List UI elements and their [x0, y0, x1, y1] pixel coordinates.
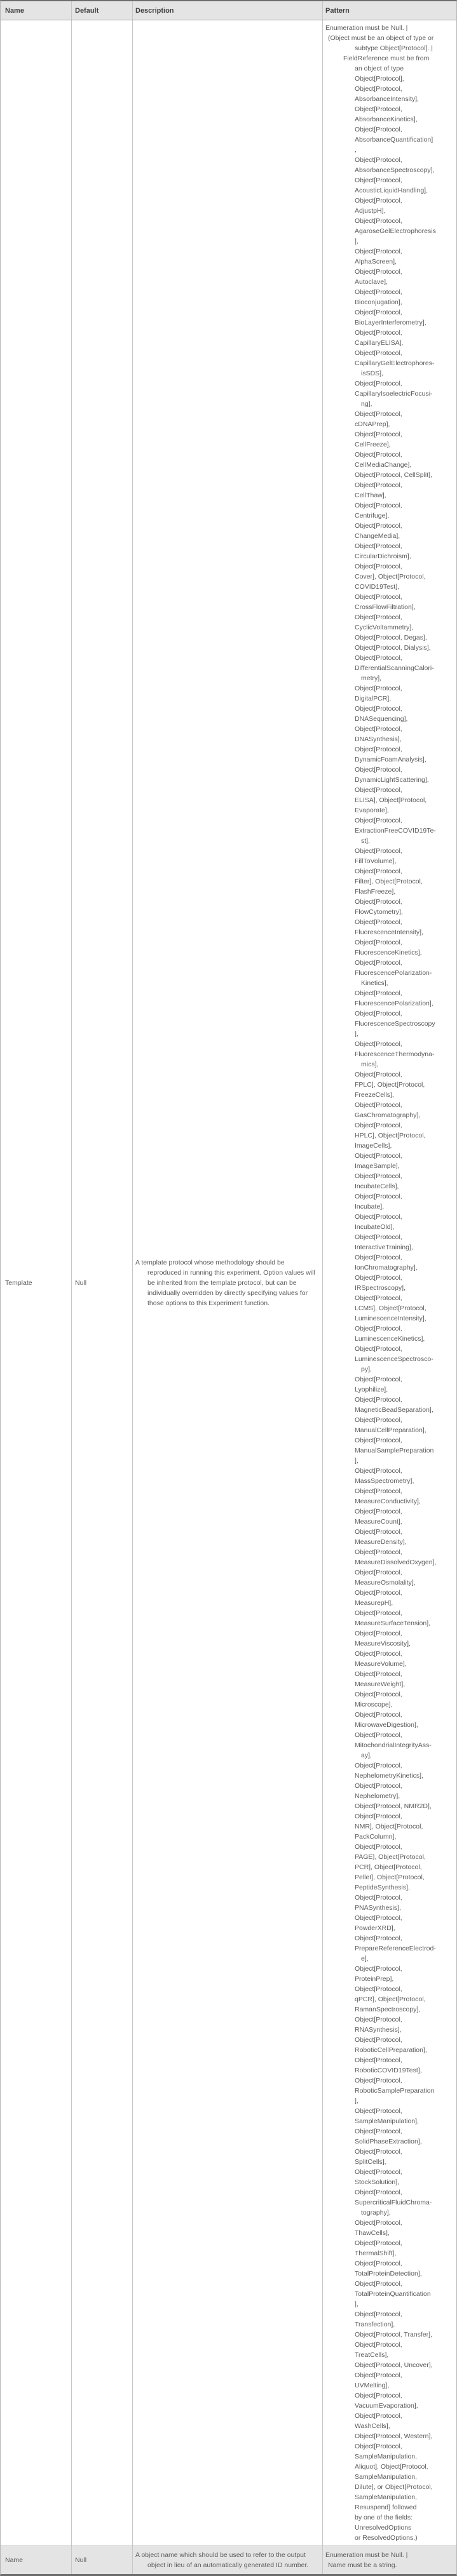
pattern-line: AbsorbanceKinetics],: [355, 116, 418, 123]
pattern-line: NephelometryKinetics],: [355, 1772, 423, 1780]
pattern-line: CellFreeze],: [355, 441, 391, 448]
pattern-line: DigitalPCR],: [355, 695, 392, 702]
table-row-name: [1, 2546, 456, 2574]
pattern-line: Object[Protocol,: [355, 329, 402, 337]
pattern-line: IonChromatography],: [355, 1264, 418, 1271]
pattern-line: Object[Protocol,: [355, 1122, 402, 1129]
pattern-line: Object[Protocol,: [355, 268, 402, 276]
pattern-line: MagneticBeadSeparation],: [355, 1406, 433, 1414]
option-default-value: Null: [75, 2556, 87, 2564]
pattern-line: COVID19Test],: [355, 583, 400, 591]
pattern-line: Object[Protocol,: [355, 2056, 402, 2064]
pattern-line: CrossFlowFiltration],: [355, 603, 416, 611]
pattern-line: ng],: [361, 400, 372, 408]
pattern-line: isSDS],: [361, 370, 384, 377]
column-header-pattern: Pattern: [325, 6, 350, 15]
pattern-line: DifferentialScanningCalori-: [355, 664, 434, 672]
pattern-line: FluorescencePolarization-: [355, 969, 432, 977]
pattern-line: Object[Protocol,: [355, 85, 402, 93]
pattern-line: Object[Protocol,: [355, 1152, 402, 1160]
option-name: Name: [5, 2556, 24, 2564]
pattern-line: Object[Protocol,: [355, 1589, 402, 1597]
cell-name-description: [133, 2546, 323, 2574]
pattern-line: FluorescencePolarization],: [355, 1000, 433, 1007]
pattern-line: ,: [355, 146, 357, 154]
pattern-line: Object[Protocol,: [355, 1843, 402, 1851]
pattern-line: MeasureOsmolality],: [355, 1579, 416, 1587]
pattern-line: an object of type: [355, 65, 404, 72]
pattern-line: Object[Protocol,: [355, 1630, 402, 1637]
pattern-line: Object[Protocol,: [355, 939, 402, 946]
pattern-line: MeasureSurfaceTension],: [355, 1620, 431, 1627]
pattern-line: ],: [355, 1030, 358, 1038]
pattern-line: RamanSpectroscopy],: [355, 2006, 421, 2013]
pattern-line: AcousticLiquidHandling],: [355, 187, 428, 194]
pattern-line: mics],: [361, 1061, 379, 1068]
pattern-line: Object[Protocol, Western],: [355, 2432, 433, 2440]
pattern-line: PAGE], Object[Protocol,: [355, 1853, 426, 1861]
pattern-line: Object[Protocol,: [355, 481, 402, 489]
pattern-line: Object[Protocol,: [355, 1691, 402, 1698]
pattern-line: AbsorbanceSpectroscopy],: [355, 166, 435, 174]
pattern-line: Object[Protocol,: [355, 502, 402, 509]
pattern-line: MitochondrialIntegrityAss-: [355, 1741, 432, 1749]
pattern-line: Object[Protocol,: [355, 685, 402, 692]
pattern-line: Object[Protocol,: [355, 1762, 402, 1769]
pattern-line: UVMelting],: [355, 2382, 390, 2389]
pattern-line: Autoclave],: [355, 278, 388, 286]
pattern-line: (Object must be an object of type or: [328, 34, 434, 42]
pattern-line: Object[Protocol,: [355, 2168, 402, 2176]
pattern-line: Object[Protocol,: [355, 380, 402, 387]
pattern-line: Object[Protocol,: [355, 2148, 402, 2156]
pattern-line: Object[Protocol,: [355, 614, 402, 621]
pattern-line: qPCR], Object[Protocol,: [355, 1996, 426, 2003]
pattern-line: Object[Protocol,: [355, 105, 402, 113]
pattern-line: RoboticCOVID19Test],: [355, 2067, 422, 2074]
pattern-line: GasChromatography],: [355, 1111, 421, 1119]
pattern-line: Object[Protocol,: [355, 959, 402, 967]
pattern-line: FieldReference must be from: [343, 55, 430, 62]
pattern-line: Object[Protocol,: [355, 1467, 402, 1475]
pattern-line: tography],: [361, 2209, 391, 2217]
pattern-line: Object[Protocol,: [355, 410, 402, 418]
pattern-line: AbsorbanceIntensity],: [355, 95, 419, 103]
pattern-line: Object[Protocol,: [355, 847, 402, 855]
pattern-line: AgaroseGelElectrophoresis: [355, 227, 436, 235]
pattern-line: SampleManipulation,: [355, 2473, 418, 2481]
pattern-line: Object[Protocol,: [355, 2392, 402, 2399]
pattern-line: Incubate],: [355, 1203, 385, 1211]
pattern-line: AdjustpH],: [355, 207, 386, 215]
pattern-line: Object[Protocol, Dialysis],: [355, 644, 431, 652]
pattern-line: Object[Protocol,: [355, 1935, 402, 1942]
pattern-line: Lyophilize],: [355, 1386, 388, 1393]
pattern-line: Object[Protocol,: [355, 868, 402, 875]
pattern-line: Object[Protocol,: [355, 1782, 402, 1790]
pattern-line: Object[Protocol,: [355, 786, 402, 794]
pattern-line: InteractiveTraining],: [355, 1244, 413, 1251]
pattern-line: FluorescenceIntensity],: [355, 929, 423, 936]
pattern-line: PrepareReferenceElectrod-: [355, 1945, 436, 1952]
pattern-line: ManualCellPreparation],: [355, 1426, 426, 1434]
pattern-line: ],: [355, 2300, 358, 2308]
pattern-line: ELISA], Object[Protocol,: [355, 796, 427, 804]
pattern-line: FreezeCells],: [355, 1091, 394, 1099]
column-header-default: Default: [72, 1, 133, 20]
pattern-line: ChangeMedia],: [355, 532, 400, 540]
pattern-line: Aliquot], Object[Protocol,: [355, 2463, 428, 2471]
pattern-line: MeasureVolume],: [355, 1660, 407, 1668]
pattern-line: Object[Protocol,: [355, 654, 402, 662]
pattern-line: Object[Protocol,: [355, 2016, 402, 2023]
pattern-line: Object[Protocol,: [355, 1040, 402, 1048]
pattern-line: Object[Protocol,: [355, 1071, 402, 1078]
pattern-line: metry],: [361, 674, 382, 682]
cell-template-default: [72, 20, 133, 2546]
pattern-line: ManualSamplePreparation: [355, 1447, 434, 1454]
pattern-line: st],: [361, 837, 371, 845]
pattern-line: UnresolvedOptions: [355, 2524, 412, 2532]
cell-name-pattern: [323, 2546, 456, 2574]
pattern-line: Object[Protocol,: [355, 1396, 402, 1404]
pattern-line: Object[Protocol,: [355, 1294, 402, 1302]
pattern-line: SplitCells],: [355, 2158, 386, 2166]
pattern-line: DNASequencing],: [355, 715, 408, 723]
pattern-line: Object[Protocol,: [355, 156, 402, 164]
pattern-line: Object[Protocol,: [355, 2341, 402, 2349]
pattern-line: Object[Protocol,: [355, 2107, 402, 2115]
pattern-line: Object[Protocol,: [355, 1711, 402, 1719]
pattern-line: or ResolvedOptions.): [355, 2534, 418, 2542]
pattern-line: Object[Protocol, NMR2D],: [355, 1802, 432, 1810]
pattern-line: MeasureWeight],: [355, 1680, 406, 1688]
pattern-line: ImageCells],: [355, 1142, 392, 1150]
pattern-line: FluorescenceThermodyna-: [355, 1050, 435, 1058]
cell-name-name: [1, 2546, 72, 2574]
pattern-line: PCR], Object[Protocol,: [355, 1863, 422, 1871]
pattern-line: Object[Protocol,: [355, 725, 402, 733]
pattern-line: LuminescenceIntensity],: [355, 1315, 426, 1322]
pattern-line: LCMS], Object[Protocol,: [355, 1305, 426, 1312]
pattern-line: Object[Protocol,: [355, 1569, 402, 1576]
pattern-line: Object[Protocol,: [355, 1914, 402, 1922]
cell-name-default: [72, 2546, 133, 2574]
pattern-line: Object[Protocol,: [355, 248, 402, 255]
pattern-line: Object[Protocol,: [355, 126, 402, 133]
pattern-line: Object[Protocol,: [355, 817, 402, 824]
pattern-line: Evaporate],: [355, 807, 389, 814]
pattern-line: ay],: [361, 1752, 372, 1759]
pattern-line: MeasureDensity],: [355, 1538, 407, 1546]
pattern-line: Cover], Object[Protocol,: [355, 573, 426, 580]
pattern-line: SupercriticalFluidChroma-: [355, 2199, 432, 2206]
pattern-line: ThawCells],: [355, 2229, 390, 2237]
pattern-line: PeptideSynthesis],: [355, 1884, 410, 1891]
pattern-line: ThermalShift],: [355, 2250, 397, 2257]
pattern-line: Object[Protocol,: [355, 451, 402, 459]
pattern-line: HPLC], Object[Protocol,: [355, 1132, 426, 1139]
pattern-line: CircularDichroism],: [355, 553, 411, 560]
pattern-line: MeasurepH],: [355, 1599, 393, 1607]
pattern-line: Object[Protocol,: [355, 705, 402, 713]
option-default-value: Null: [75, 1279, 87, 1287]
pattern-line: Object[Protocol,: [355, 2412, 402, 2420]
pattern-line: AbsorbanceQuantification]: [355, 136, 433, 144]
pattern-line: Object[Protocol,: [355, 1254, 402, 1261]
pattern-line: MassSpectrometry],: [355, 1477, 414, 1485]
pattern-line: VacuumEvaporation],: [355, 2402, 418, 2410]
cell-template-description: [133, 20, 323, 2546]
pattern-line: IRSpectroscopy],: [355, 1284, 406, 1292]
pattern-line: Object[Protocol, Degas],: [355, 634, 427, 641]
pattern-line: ],: [355, 1457, 358, 1465]
pattern-line: Microscope],: [355, 1701, 393, 1708]
pattern-line: Object[Protocol,: [355, 2371, 402, 2379]
pattern-line: Object[Protocol,: [355, 918, 402, 926]
pattern-line: Object[Protocol,: [355, 1548, 402, 1556]
pattern-line: e],: [361, 1955, 369, 1962]
pattern-line: AlphaScreen],: [355, 258, 397, 265]
pattern-line: SampleManipulation,: [355, 2453, 418, 2460]
pattern-line: Object[Protocol, Uncover],: [355, 2361, 433, 2369]
pattern-line: cDNAPrep],: [355, 420, 390, 428]
pattern-line: Object[Protocol],: [355, 75, 404, 83]
pattern-line: Object[Protocol,: [355, 2189, 402, 2196]
pattern-line: Object[Protocol,: [355, 1813, 402, 1820]
pattern-line: Object[Protocol,: [355, 563, 402, 570]
cell-template-pattern: [323, 20, 456, 2546]
pattern-line: Object[Protocol,: [355, 1325, 402, 1332]
pattern-line: PNASynthesis],: [355, 1904, 401, 1912]
pattern-line: CellMediaChange],: [355, 461, 412, 469]
pattern-line: WashCells],: [355, 2422, 390, 2430]
cell-template-name: [1, 20, 72, 2546]
pattern-line: IncubateOld],: [355, 1223, 395, 1231]
pattern-line: MicrowaveDigestion],: [355, 1721, 418, 1729]
pattern-line: Name must be a string.: [328, 2561, 397, 2569]
pattern-line: Object[Protocol,: [355, 1213, 402, 1221]
pattern-line: FillToVolume],: [355, 857, 397, 865]
pattern-line: Object[Protocol,: [355, 898, 402, 906]
pattern-line: TotalProteinDetection],: [355, 2270, 422, 2277]
pattern-line: Kinetics],: [361, 979, 388, 987]
pattern-line: Object[Protocol,: [355, 1437, 402, 1444]
column-header-description: Description: [133, 1, 323, 20]
pattern-line: LuminescenceSpectrosco-: [355, 1355, 433, 1363]
pattern-line: Object[Protocol,: [355, 1416, 402, 1424]
pattern-line: Object[Protocol,: [355, 197, 402, 205]
pattern-line: Object[Protocol,: [355, 1376, 402, 1383]
pattern-line: Object[Protocol,: [355, 1172, 402, 1180]
pattern-line: RoboticCellPreparation],: [355, 2046, 427, 2054]
pattern-line: NMR], Object[Protocol,: [355, 1823, 423, 1830]
pattern-line: Object[Protocol,: [355, 217, 402, 225]
pattern-line: Object[Protocol,: [355, 1670, 402, 1678]
pattern-line: DNASynthesis],: [355, 735, 402, 743]
pattern-line: ],: [355, 238, 358, 245]
pattern-line: Object[Protocol,: [355, 431, 402, 438]
option-name: Template: [5, 1279, 32, 1287]
table-row-template: [1, 20, 456, 2546]
pattern-line: Object[Protocol,: [355, 1965, 402, 1973]
pattern-line: Object[Protocol, Transfer],: [355, 2331, 432, 2338]
pattern-line: Object[Protocol,: [355, 1985, 402, 1993]
pattern-line: Object[Protocol,: [355, 177, 402, 184]
pattern-line: Object[Protocol,: [355, 1193, 402, 1200]
pattern-line: Object[Protocol,: [355, 1345, 402, 1353]
pattern-line: FlowCytometry],: [355, 908, 403, 916]
pattern-line: Pellet], Object[Protocol,: [355, 1874, 425, 1881]
pattern-line: BioLayerInterferometry],: [355, 319, 426, 326]
pattern-line: StockSolution],: [355, 2178, 400, 2186]
pattern-line: PackColumn],: [355, 1833, 397, 1841]
pattern-line: Object[Protocol,: [355, 2443, 402, 2450]
pattern-line: Object[Protocol,: [355, 746, 402, 753]
pattern-line: ExtractionFreeCOVID19Te-: [355, 827, 436, 835]
pattern-line: Object[Protocol,: [355, 2077, 402, 2084]
pattern-line: Object[Protocol,: [355, 1508, 402, 1515]
option-description: A object name which should be used to refer to the output object in lieu of an automatically generated ID number.: [135, 2551, 309, 2569]
pattern-line: Object[Protocol,: [355, 766, 402, 774]
pattern-line: by one of the fields:: [355, 2514, 413, 2521]
pattern-line: LuminescenceKinetics],: [355, 1335, 425, 1343]
pattern-line: py],: [361, 1365, 372, 1373]
pattern-line: Object[Protocol,: [355, 1528, 402, 1536]
pattern-line: subtype Object[Protocol]. |: [355, 44, 433, 52]
pattern-line: MeasureConductivity],: [355, 1498, 421, 1505]
pattern-line: Object[Protocol,: [355, 2280, 402, 2288]
pattern-line: CapillaryGelElectrophores-: [355, 359, 435, 367]
pattern-line: Object[Protocol,: [355, 1010, 402, 1017]
column-header-name: Name: [1, 1, 72, 20]
pattern-line: SolidPhaseExtraction],: [355, 2138, 422, 2145]
pattern-line: Centrifuge],: [355, 512, 390, 520]
pattern-line: Enumeration must be Null. |: [325, 24, 408, 32]
pattern-line: Object[Protocol,: [355, 2219, 402, 2227]
pattern-line: Object[Protocol,: [355, 2311, 402, 2318]
pattern-line: TreatCells],: [355, 2351, 389, 2359]
pattern-line: Enumeration must be Null. |: [325, 2551, 408, 2559]
pattern-line: FluorescenceKinetics],: [355, 949, 422, 956]
pattern-line: Object[Protocol,: [355, 989, 402, 997]
pattern-line: Transfection],: [355, 2321, 395, 2328]
pattern-line: Object[Protocol,: [355, 1487, 402, 1495]
pattern-line: SampleManipulation],: [355, 2117, 419, 2125]
pattern-line: RNASynthesis],: [355, 2026, 402, 2034]
pattern-line: SampleManipulation,: [355, 2493, 418, 2501]
pattern-line: Object[Protocol,: [355, 309, 402, 316]
pattern-line: TotalProteinQuantification: [355, 2290, 431, 2298]
pattern-line: Resuspend] followed: [355, 2504, 417, 2511]
pattern-line: Filter], Object[Protocol,: [355, 878, 423, 885]
pattern-line: Object[Protocol,: [355, 1894, 402, 1902]
pattern-line: Object[Protocol,: [355, 542, 402, 550]
pattern-line: Object[Protocol,: [355, 1650, 402, 1658]
pattern-line: MeasureDissolvedOxygen],: [355, 1559, 437, 1566]
pattern-line: FPLC], Object[Protocol,: [355, 1081, 425, 1089]
pattern-line: DynamicLightScattering],: [355, 776, 429, 784]
pattern-line: Object[Protocol,: [355, 1731, 402, 1739]
pattern-line: Nephelometry],: [355, 1792, 400, 1800]
pattern-line: Object[Protocol,: [355, 2128, 402, 2135]
pattern-line: Object[Protocol,: [355, 1233, 402, 1241]
pattern-line: ImageSample],: [355, 1162, 400, 1170]
pattern-line: CapillaryIsoelectricFocusi-: [355, 390, 433, 398]
pattern-line: ],: [355, 2097, 358, 2105]
pattern-line: Object[Protocol,: [355, 522, 402, 530]
pattern-line: Object[Protocol,: [355, 2036, 402, 2044]
table-header-row: [1, 1, 456, 20]
pattern-line: IncubateCells],: [355, 1183, 399, 1190]
pattern-line: Object[Protocol,: [355, 1101, 402, 1109]
pattern-line: Object[Protocol,: [355, 2260, 402, 2267]
pattern-line: FluorescenceSpectroscopy: [355, 1020, 435, 1028]
pattern-line: Dilute], or Object[Protocol,: [355, 2483, 433, 2491]
pattern-line: Object[Protocol,: [355, 593, 402, 601]
pattern-line: Object[Protocol,: [355, 2239, 402, 2247]
pattern-line: Object[Protocol,: [355, 1609, 402, 1617]
pattern-line: FlashFreeze],: [355, 888, 396, 896]
pattern-line: Object[Protocol,: [355, 288, 402, 296]
pattern-line: CapillaryELISA],: [355, 339, 404, 347]
pattern-line: CyclicVoltammetry],: [355, 624, 414, 631]
pattern-line: MeasureViscosity],: [355, 1640, 411, 1647]
pattern-line: MeasureCount],: [355, 1518, 402, 1526]
option-description: A template protocol whose methodology should be reproduced in running this experiment. Option values will be inherited from the template protocol, but can be individually overridden by directly specifying values for those options to this Experiment function.: [135, 1259, 315, 1307]
pattern-line: RoboticSamplePreparation: [355, 2087, 435, 2095]
pattern-line: Object[Protocol, CellSplit],: [355, 471, 432, 479]
pattern-line: DynamicFoamAnalysis],: [355, 756, 426, 763]
pattern-line: Object[Protocol,: [355, 349, 402, 357]
pattern-line: Object[Protocol,: [355, 1274, 402, 1282]
pattern-line: PowderXRD],: [355, 1924, 395, 1932]
pattern-line: Bioconjugation],: [355, 299, 402, 306]
pattern-line: ProteinPrep],: [355, 1975, 394, 1983]
pattern-line: CellThaw],: [355, 492, 386, 499]
